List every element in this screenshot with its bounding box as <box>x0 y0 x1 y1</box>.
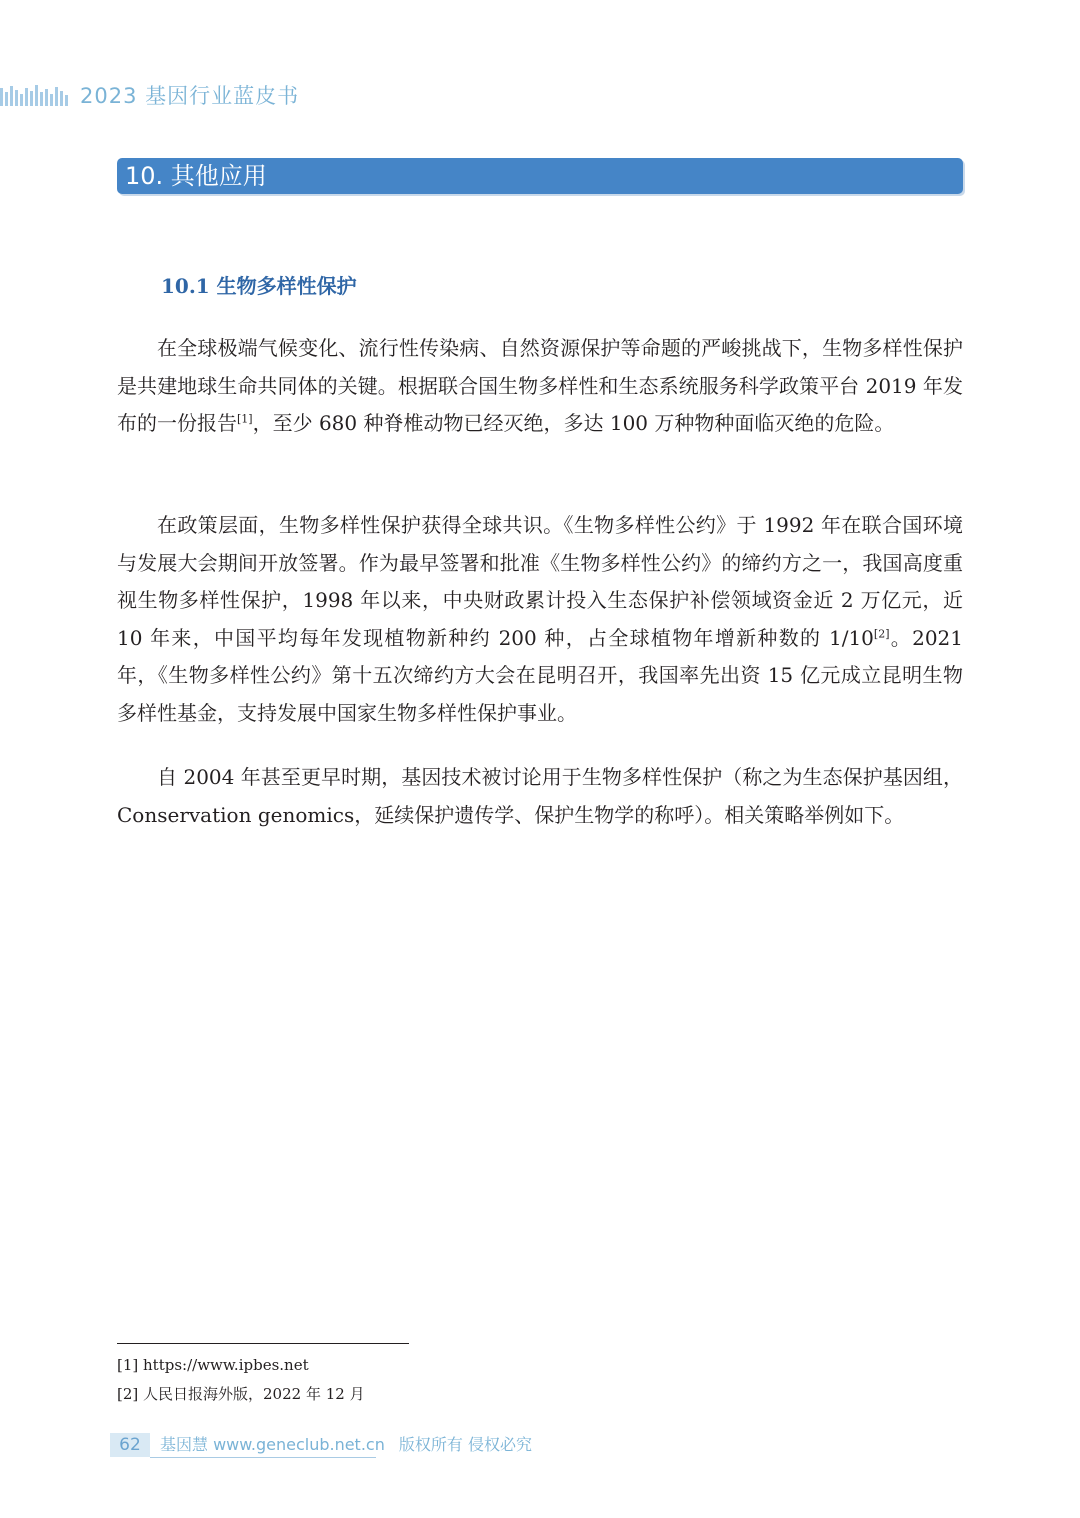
footnote-divider <box>117 1343 409 1344</box>
paragraph-text: 在政策层面，生物多样性保护获得全球共识。《生物多样性公约》于 1992 年在联合国环境与发展大会期间开放签署。作为最早签署和批准《生物多样性公约》的缔约方之一，我国高度重视生物多样性保护，1998 年以来，中央财政累计投入生态保护补偿领域资金近 2 万亿元，近 10 年来，中国平均每年发现植物新种约 200 种，占全球植物年增新种数的 1/10 <box>117 513 963 650</box>
body-paragraph <box>117 759 963 834</box>
footer <box>160 1433 532 1457</box>
body-paragraph <box>117 507 963 732</box>
footnote-reference: [1] <box>237 412 253 426</box>
section-heading: 10. 其他应用 <box>125 162 267 190</box>
body-paragraph <box>117 330 963 443</box>
footnote: [1] https://www.ipbes.net <box>117 1356 309 1374</box>
section-heading-bar <box>117 158 963 194</box>
footer-brand: 基因慧 www.geneclub.net.cn <box>160 1435 385 1454</box>
paragraph-text: 在全球极端气候变化、流行性传染病、自然资源保护等命题的严峻挑战下，生物多样性保护是共建地球生命共同体的关键。根据联合国生物多样性和生态系统服务科学政策平台 2019 年发布的一份报告 <box>117 336 963 435</box>
page-number: 62 <box>119 1435 141 1455</box>
footer-copyright: 版权所有 侵权必究 <box>398 1435 532 1454</box>
paragraph-text: 。2021 年，《生物多样性公约》第十五次缔约方大会在昆明召开，我国率先出资 15 亿元成立昆明生物多样性基金，支持发展中国家生物多样性保护事业。 <box>117 625 964 725</box>
paragraph-text: 自 2004 年甚至更早时期，基因技术被讨论用于生物多样性保护（称之为生态保护基因组，Conservation genomics，延续保护遗传学、保护生物学的称呼）。相关策略举例如下。 <box>117 765 963 827</box>
subsection-heading: 10.1 生物多样性保护 <box>161 274 357 298</box>
paragraph-text: ，至少 680 种脊椎动物已经灭绝，多达 100 万种物种面临灭绝的危险。 <box>252 411 895 435</box>
running-header-title: 2023 基因行业蓝皮书 <box>80 84 300 108</box>
bar-pattern-icon <box>0 82 72 106</box>
footnote-reference: [2] <box>873 626 890 640</box>
footnote: [2] 人民日报海外版，2022 年 12 月 <box>117 1385 365 1403</box>
footer-divider <box>150 1457 376 1458</box>
